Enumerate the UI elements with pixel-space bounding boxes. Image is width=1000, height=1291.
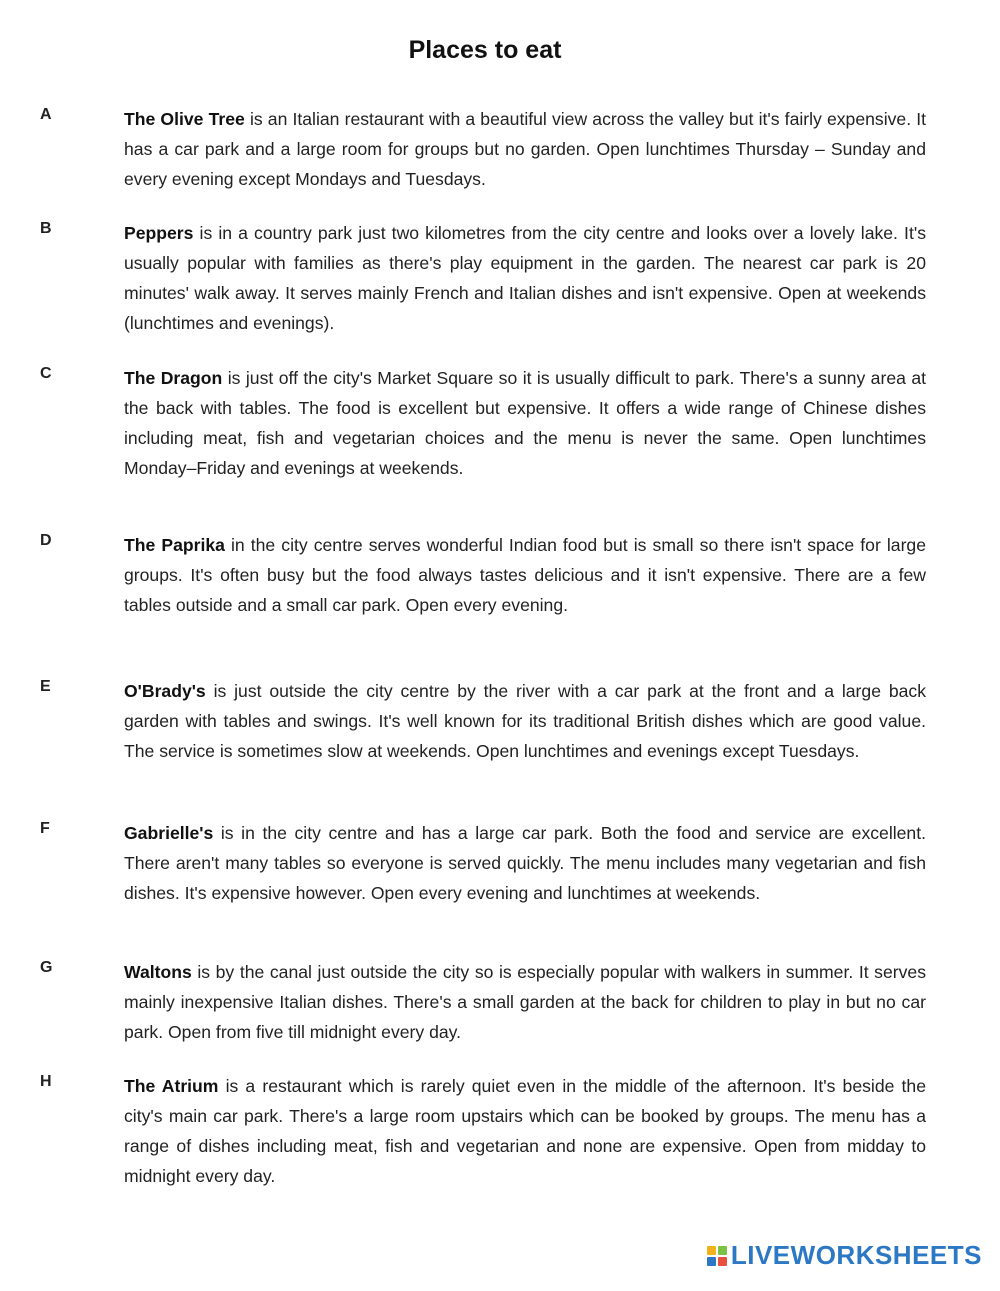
restaurant-name: The Olive Tree	[124, 109, 245, 129]
entry-text	[124, 818, 926, 908]
liveworksheets-logo-icon	[707, 1246, 727, 1266]
entry-text	[124, 530, 926, 620]
entry-letter: G	[40, 959, 53, 976]
entry-text	[124, 1071, 926, 1191]
entry-text	[124, 957, 926, 1047]
entry-letter: B	[40, 220, 52, 237]
restaurant-name: Gabrielle's	[124, 823, 214, 843]
restaurant-description: is in the city centre and has a large car park. Both the food and service are excellent. There aren't many tables so everyone is served quickly. The menu includes many vegetarian and fish dishes. It's expensive however. Open every evening and lunchtimes at weekends.	[124, 823, 926, 903]
entry-letter: A	[40, 106, 52, 123]
restaurant-description: is just outside the city centre by the river with a car park at the front and a large back garden with tables and swings. It's well known for its traditional British dishes which are good value. The service is sometimes slow at weekends. Open lunchtimes and evenings except Tuesdays.	[124, 681, 926, 761]
page-title: Places to eat	[408, 36, 562, 64]
entry-text	[124, 218, 926, 338]
restaurant-description: is in a country park just two kilometres from the city centre and looks over a lovely lake. It's usually popular with families as there's play equipment in the garden. The nearest car park is 20 minutes' walk away. It serves mainly French and Italian dishes and isn't expensive. Open at weekends (lunchtimes and evenings).	[124, 223, 926, 333]
restaurant-name: Waltons	[124, 962, 192, 982]
liveworksheets-watermark	[707, 1240, 982, 1271]
restaurant-name: O'Brady's	[124, 681, 206, 701]
entry-text	[124, 104, 926, 194]
entry-text	[124, 363, 926, 483]
entry-text	[124, 676, 926, 766]
restaurant-name: The Atrium	[124, 1076, 219, 1096]
restaurant-description: is an Italian restaurant with a beautiful view across the valley but it's fairly expensive. It has a car park and a large room for groups but no garden. Open lunchtimes Thursday – Sunday and every evening except Mondays and Tuesdays.	[124, 109, 927, 189]
restaurant-name: The Paprika	[124, 535, 225, 555]
entry-letter: D	[40, 532, 52, 549]
entry-letter: C	[40, 365, 52, 382]
restaurant-description: in the city centre serves wonderful Indian food but is small so there isn't space for large groups. It's often busy but the food always tastes delicious and it isn't expensive. There are a few tables outside and a small car park. Open every evening.	[124, 535, 926, 615]
restaurant-description: is just off the city's Market Square so it is usually difficult to park. There's a sunny area at the back with tables. The food is excellent but expensive. It offers a wide range of Chinese dishes including meat, fish and vegetarian choices and the menu is never the same. Open lunchtimes Monday–Friday and evenings at weekends.	[124, 368, 927, 478]
entry-letter: H	[40, 1073, 52, 1090]
restaurant-name: The Dragon	[124, 368, 223, 388]
restaurant-name: Peppers	[124, 223, 194, 243]
entry-letter: E	[40, 678, 51, 695]
entry-letter: F	[40, 820, 50, 837]
restaurant-description: is by the canal just outside the city so is especially popular with walkers in summer. It serves mainly inexpensive Italian dishes. There's a small garden at the back for children to play in but no car park. Open from five till midnight every day.	[124, 962, 926, 1042]
restaurant-description: is a restaurant which is rarely quiet even in the middle of the afternoon. It's beside the city's main car park. There's a large room upstairs which can be booked by groups. The menu has a range of dishes including meat, fish and vegetarian and none are expensive. Open from midday to midnight every day.	[124, 1076, 926, 1186]
watermark-text: LIVEWORKSHEETS	[730, 1240, 982, 1270]
